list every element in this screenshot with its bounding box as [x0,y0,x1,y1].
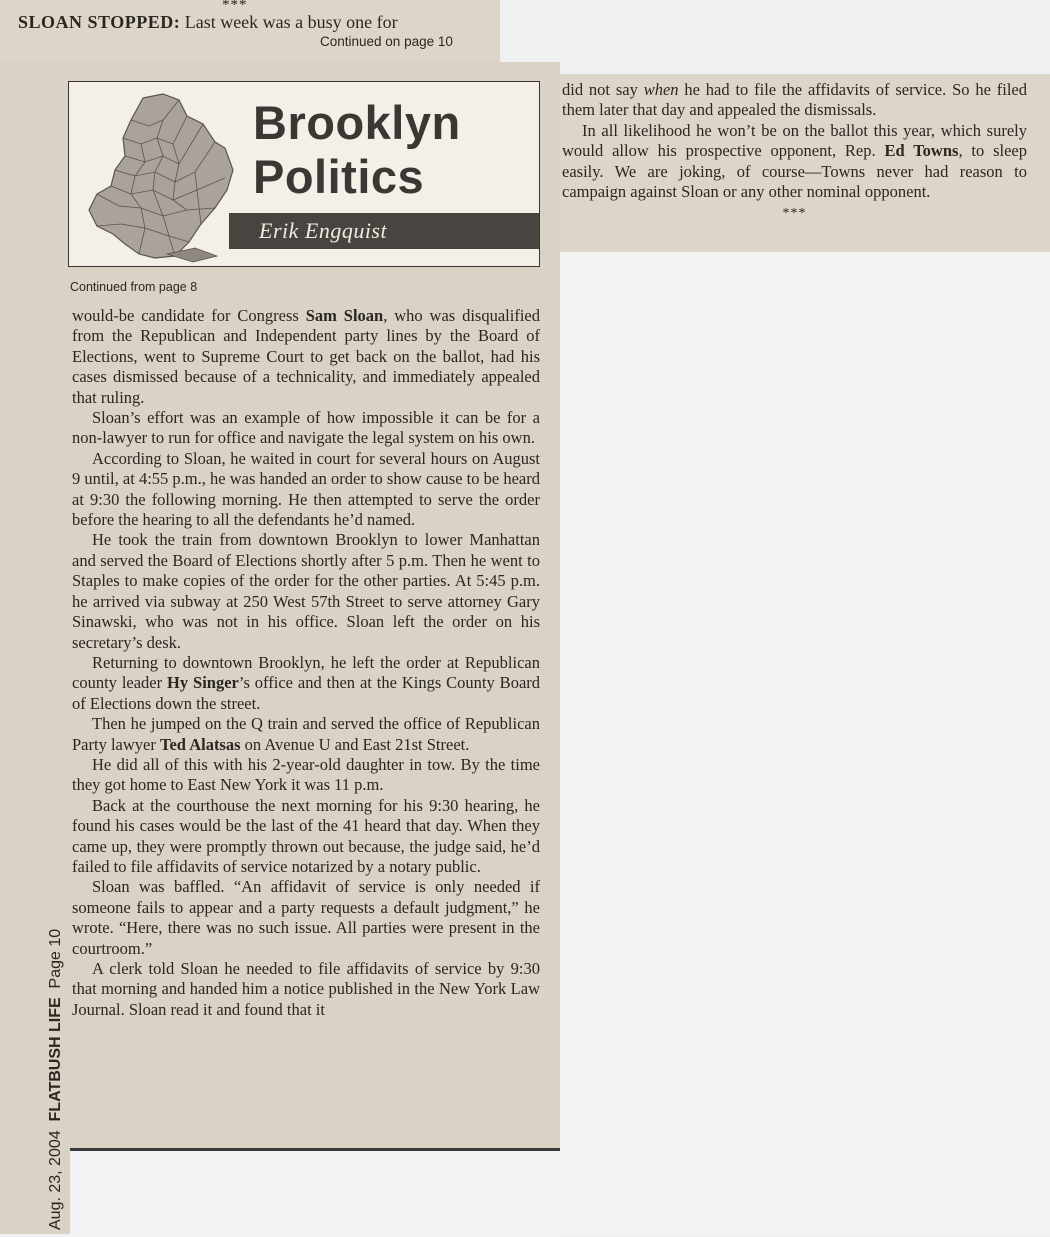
bold-name: Hy Singer [167,673,239,693]
bold-name: Sam Sloan [305,306,384,325]
continued-from-page: Continued from page 8 [70,280,198,294]
text-run: did not say [562,80,644,99]
section-divider-stars: *** [222,0,248,13]
paragraph: Back at the courthouse the next morning for his 9:30 hearing, he found his cases would be the last of the 41 heard that day. When they came up, they were promptly thrown out because, the judge said, he’d failed to file affidavits of service notarized by a notary public. [72,795,540,876]
top-clipping [0,0,500,62]
bold-name: Ted Alatsas [159,734,241,754]
text-run: on Avenue U and East 21st Street. [240,734,470,754]
author-byline: Erik Engquist [259,218,388,243]
banner-title-line2: Politics [253,150,425,203]
folio-page: Page 10 [47,928,64,989]
text-run: , who was disqualified from the Republican and Independent party lines by the Board of Elections, went to Supreme Court to get back on the ballot, had his cases dismissed because of a technicality, and immediately appealed that ruling. [72,306,540,407]
banner-title [253,96,461,204]
italic-word: when [643,80,679,99]
folio-date: Aug. 23, 2004 [47,1130,64,1230]
headline-bold: SLOAN STOPPED: [18,12,181,32]
text-run: Returning to downtown Brooklyn, he left the order at Republican county leader [72,652,540,693]
paragraph: According to Sloan, he waited in court for several hours on August 9 until, at 4:55 p.m., he was handed an order to show cause to be heard at 9:30 the following morning. He then attempted to serve the order before the hearing to all the defendants he’d named. [72,448,540,530]
end-stars: *** [782,206,807,222]
paragraph [72,714,540,755]
continued-on-page: Continued on page 10 [320,34,453,49]
paragraph: A clerk told Sloan he needed to file affidavits of service by 9:30 that morning and handed him a notice published in the New York Law Journal. Sloan read it and found that it [72,959,540,1019]
article-left-column [72,306,540,1020]
paragraph [562,80,1027,121]
paragraph: He did all of this with his 2-year-old daughter in tow. By the time they got home to East New York it was 11 p.m. [72,754,540,795]
paragraph: He took the train from downtown Brooklyn to lower Manhattan and served the Board of Elections shortly after 5 p.m. Then he went to Staples to make copies of the order for the other parties. At 5:45 p.m. he arrived via subway at 250 West 57th Street to serve attorney Gary Sinawski, who was not in his office. Sloan left the order on his secretary’s desk. [72,530,540,652]
page-folio [47,929,65,1230]
text-run: Then he jumped on the Q train and served the office of Republican Party lawyer [72,714,540,754]
banner-title-line1: Brooklyn [253,96,461,149]
headline-rest: Last week was a busy one for [184,12,398,32]
paragraph: Sloan was baffled. “An affidavit of service is only needed if someone fails to appear and a party requests a default judgment,” he wrote. “Here, there was no such issue. All parties were present in the courtroom.” [72,877,540,958]
text-run: ’s office and then at the Kings County Board of Elections down the street. [72,673,541,713]
text-run: he had to file the affidavits of service. So he filed them later that day and appealed the dismissals. [562,80,1027,120]
paragraph [562,121,1027,203]
text-run: would-be candidate for Congress [72,306,306,325]
text-run: In all likelihood he won’t be on the ballot this year, which surely would allow his prospective opponent, Rep. [562,120,1027,161]
brooklyn-map-icon [75,86,255,264]
bold-name: Ed Towns [884,141,959,161]
blank-paper-corner [70,1148,560,1237]
article-right-column [562,80,1027,225]
column-banner [68,81,540,267]
blank-paper-area [560,252,1050,1234]
paragraph: Sloan’s effort was an example of how impossible it can be for a non-lawyer to run for office and navigate the legal system on his own. [72,408,540,448]
text-run: , to sleep easily. We are joking, of course—Towns never had reason to campaign against Sloan or any other nominal opponent. [562,141,1027,202]
paragraph [72,653,540,714]
paragraph [72,306,540,408]
folio-paper-name: FLATBUSH LIFE [47,997,64,1122]
sloan-stopped-headline [18,12,398,33]
byline-bar [229,213,539,249]
